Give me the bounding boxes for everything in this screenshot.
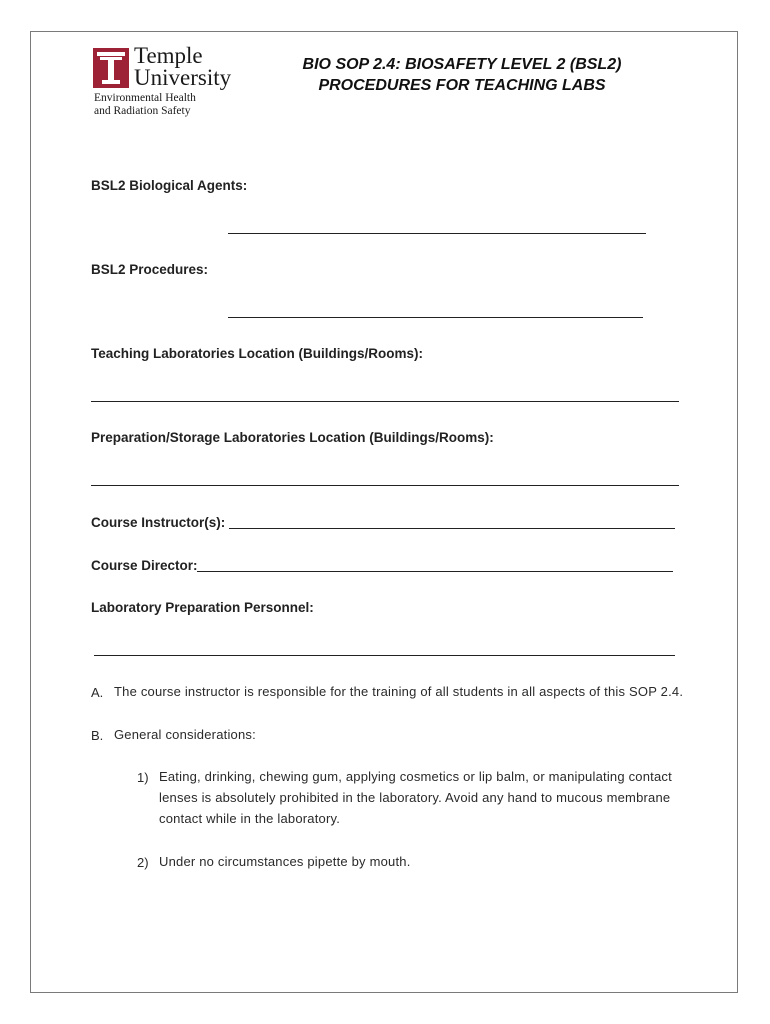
- logo-name-line2: University: [134, 65, 232, 90]
- section-b-text: General considerations:: [114, 727, 256, 742]
- procedures-field[interactable]: [228, 317, 643, 318]
- section-a-marker: A.: [91, 685, 104, 700]
- document-title: [297, 54, 627, 96]
- prep-personnel-field[interactable]: [94, 655, 675, 656]
- agents-field[interactable]: [228, 233, 646, 234]
- document-page: [30, 31, 738, 993]
- instructor-label: Course Instructor(s):: [91, 515, 226, 530]
- teaching-location-label: Teaching Laboratories Location (Buildings/Rooms):: [91, 346, 424, 361]
- director-field[interactable]: [197, 571, 673, 572]
- agents-label: BSL2 Biological Agents:: [91, 178, 248, 193]
- section-b-marker: B.: [91, 728, 104, 743]
- logo-university-name: [134, 45, 231, 89]
- logo-sub-line1: Environmental Health: [94, 92, 196, 104]
- teaching-location-field[interactable]: [91, 401, 679, 402]
- instructor-field[interactable]: [229, 528, 675, 529]
- title-line2: PROCEDURES FOR TEACHING LABS: [318, 77, 606, 94]
- title-line1: BIO SOP 2.4: BIOSAFETY LEVEL 2 (BSL2): [302, 56, 622, 73]
- prep-location-field[interactable]: [91, 485, 679, 486]
- prep-personnel-label: Laboratory Preparation Personnel:: [91, 600, 314, 615]
- logo-department: [94, 92, 196, 117]
- director-label: Course Director:: [91, 558, 198, 573]
- logo-name-line1: Temple: [134, 43, 203, 68]
- prep-location-label: Preparation/Storage Laboratories Location (Buildings/Rooms):: [91, 430, 494, 445]
- temple-university-logo: [93, 43, 253, 118]
- logo-sub-line2: and Radiation Safety: [94, 104, 191, 117]
- item-1-text: Eating, drinking, chewing gum, applying cosmetics or lip balm, or manipulating contact lenses is absolutely prohibited in the laboratory. Avoid any hand to mucous membrane contact while in the laboratory.: [159, 769, 672, 826]
- item-1-marker: 1): [137, 770, 149, 785]
- temple-t-icon: [93, 48, 129, 88]
- item-2-marker: 2): [137, 855, 149, 870]
- procedures-label: BSL2 Procedures:: [91, 262, 209, 277]
- item-2-text: Under no circumstances pipette by mouth.: [159, 854, 411, 869]
- section-a-text: The course instructor is responsible for the training of all students in all aspects of this SOP 2.4.: [114, 684, 684, 699]
